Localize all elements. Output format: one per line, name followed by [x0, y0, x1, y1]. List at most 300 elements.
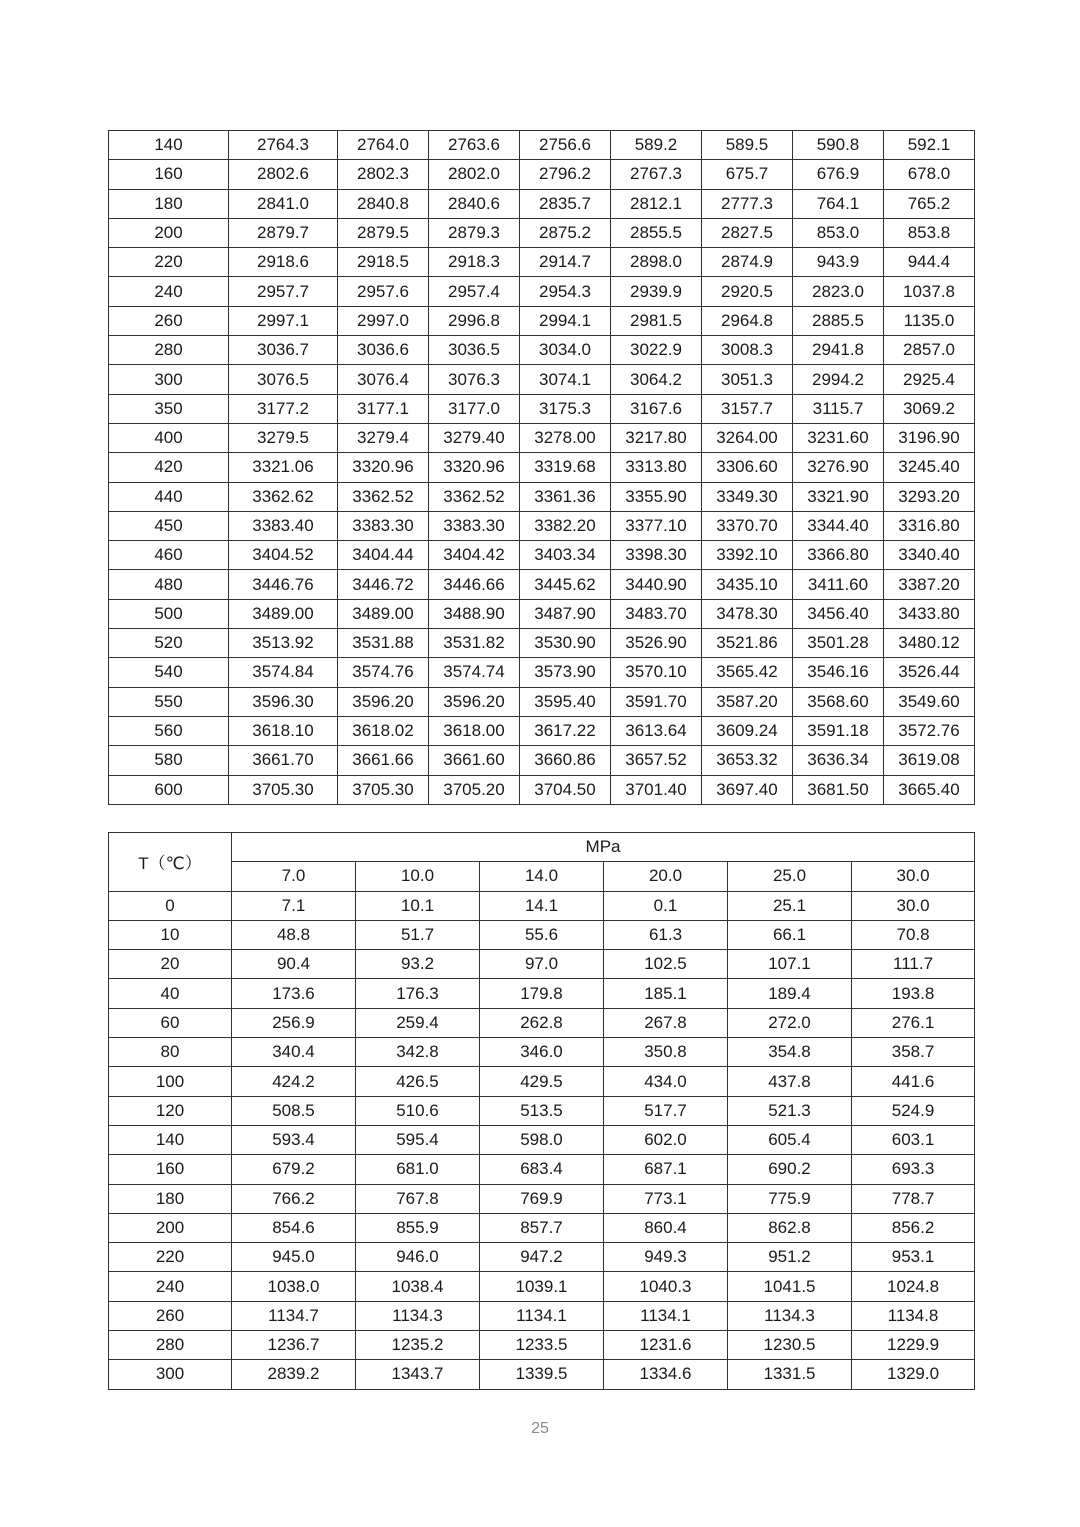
- table-row: [109, 1184, 975, 1213]
- value-cell: 1134.7: [232, 1301, 356, 1330]
- pressure-header: 7.0: [232, 862, 356, 891]
- table-row: [109, 1125, 975, 1154]
- value-cell: 3321.90: [793, 482, 884, 511]
- value-cell: 3377.10: [611, 511, 702, 540]
- table-row: [109, 423, 975, 452]
- value-cell: 2997.0: [338, 306, 429, 335]
- value-cell: 7.1: [232, 891, 356, 920]
- value-cell: 3177.0: [429, 394, 520, 423]
- value-cell: 854.6: [232, 1213, 356, 1242]
- value-cell: 2812.1: [611, 189, 702, 218]
- value-cell: 3276.90: [793, 453, 884, 482]
- value-cell: 3446.72: [338, 570, 429, 599]
- value-cell: 3704.50: [520, 775, 611, 804]
- value-cell: 681.0: [356, 1155, 480, 1184]
- temperature-cell: 240: [109, 277, 229, 306]
- value-cell: 3435.10: [702, 570, 793, 599]
- value-cell: 1038.0: [232, 1272, 356, 1301]
- value-cell: 3404.52: [229, 541, 338, 570]
- value-cell: 602.0: [604, 1125, 728, 1154]
- value-cell: 3446.76: [229, 570, 338, 599]
- table-row: [109, 570, 975, 599]
- value-cell: 3361.36: [520, 482, 611, 511]
- enthalpy-table-continued: [108, 130, 975, 805]
- value-cell: 3321.06: [229, 453, 338, 482]
- value-cell: 434.0: [604, 1067, 728, 1096]
- pressure-header: 14.0: [480, 862, 604, 891]
- value-cell: 605.4: [728, 1125, 852, 1154]
- value-cell: 3022.9: [611, 336, 702, 365]
- table-row: [109, 482, 975, 511]
- value-cell: 1134.3: [728, 1301, 852, 1330]
- table-row: [109, 1360, 975, 1389]
- value-cell: 3483.70: [611, 599, 702, 628]
- value-cell: 3279.40: [429, 423, 520, 452]
- temperature-cell: 480: [109, 570, 229, 599]
- value-cell: 943.9: [793, 248, 884, 277]
- temperature-cell: 450: [109, 511, 229, 540]
- temperature-cell: 200: [109, 1213, 232, 1242]
- value-cell: 1134.3: [356, 1301, 480, 1330]
- value-cell: 3546.16: [793, 658, 884, 687]
- value-cell: 857.7: [480, 1213, 604, 1242]
- value-cell: 766.2: [232, 1184, 356, 1213]
- value-cell: 3320.96: [429, 453, 520, 482]
- value-cell: 354.8: [728, 1038, 852, 1067]
- value-cell: 3705.30: [338, 775, 429, 804]
- value-cell: 3245.40: [884, 453, 975, 482]
- value-cell: 521.3: [728, 1096, 852, 1125]
- value-cell: 2957.4: [429, 277, 520, 306]
- value-cell: 3574.74: [429, 658, 520, 687]
- temperature-cell: 100: [109, 1067, 232, 1096]
- value-cell: 1235.2: [356, 1331, 480, 1360]
- value-cell: 3370.70: [702, 511, 793, 540]
- value-cell: 1134.1: [480, 1301, 604, 1330]
- value-cell: 3340.40: [884, 541, 975, 570]
- value-cell: 3411.60: [793, 570, 884, 599]
- value-cell: 3530.90: [520, 629, 611, 658]
- value-cell: 3398.30: [611, 541, 702, 570]
- table-row: [109, 218, 975, 247]
- header-row-pressures: [109, 862, 975, 891]
- value-cell: 3196.90: [884, 423, 975, 452]
- value-cell: 3362.52: [338, 482, 429, 511]
- value-cell: 176.3: [356, 979, 480, 1008]
- value-cell: 102.5: [604, 950, 728, 979]
- value-cell: 2777.3: [702, 189, 793, 218]
- value-cell: 3036.5: [429, 336, 520, 365]
- value-cell: 589.2: [611, 131, 702, 160]
- value-cell: 524.9: [852, 1096, 975, 1125]
- table-row: [109, 1331, 975, 1360]
- value-cell: 593.4: [232, 1125, 356, 1154]
- value-cell: 2920.5: [702, 277, 793, 306]
- value-cell: 3565.42: [702, 658, 793, 687]
- value-cell: 350.8: [604, 1038, 728, 1067]
- value-cell: 2981.5: [611, 306, 702, 335]
- value-cell: 3488.90: [429, 599, 520, 628]
- value-cell: 256.9: [232, 1008, 356, 1037]
- value-cell: 3480.12: [884, 629, 975, 658]
- table-row: [109, 277, 975, 306]
- value-cell: 2918.5: [338, 248, 429, 277]
- table-row: [109, 189, 975, 218]
- temperature-cell: 260: [109, 306, 229, 335]
- value-cell: 342.8: [356, 1038, 480, 1067]
- value-cell: 765.2: [884, 189, 975, 218]
- header-row-unit: [109, 833, 975, 862]
- value-cell: 437.8: [728, 1067, 852, 1096]
- table-row: [109, 1213, 975, 1242]
- value-cell: 2796.2: [520, 160, 611, 189]
- value-cell: 3231.60: [793, 423, 884, 452]
- value-cell: 767.8: [356, 1184, 480, 1213]
- value-cell: 693.3: [852, 1155, 975, 1184]
- value-cell: 945.0: [232, 1243, 356, 1272]
- value-cell: 3279.5: [229, 423, 338, 452]
- value-cell: 107.1: [728, 950, 852, 979]
- value-cell: 3051.3: [702, 365, 793, 394]
- value-cell: 3440.90: [611, 570, 702, 599]
- value-cell: 3403.34: [520, 541, 611, 570]
- value-cell: 2840.8: [338, 189, 429, 218]
- value-cell: 3383.30: [429, 511, 520, 540]
- value-cell: 3591.18: [793, 716, 884, 745]
- value-cell: 3445.62: [520, 570, 611, 599]
- value-cell: 3705.30: [229, 775, 338, 804]
- temperature-cell: 300: [109, 1360, 232, 1389]
- value-cell: 3570.10: [611, 658, 702, 687]
- table-row: [109, 775, 975, 804]
- value-cell: 3596.20: [429, 687, 520, 716]
- value-cell: 1040.3: [604, 1272, 728, 1301]
- value-cell: 1343.7: [356, 1360, 480, 1389]
- value-cell: 3489.00: [229, 599, 338, 628]
- value-cell: 508.5: [232, 1096, 356, 1125]
- value-cell: 3595.40: [520, 687, 611, 716]
- table-row: [109, 511, 975, 540]
- value-cell: 2994.1: [520, 306, 611, 335]
- temperature-cell: 80: [109, 1038, 232, 1067]
- value-cell: 3177.2: [229, 394, 338, 423]
- value-cell: 193.8: [852, 979, 975, 1008]
- value-cell: 3036.7: [229, 336, 338, 365]
- value-cell: 111.7: [852, 950, 975, 979]
- value-cell: 3115.7: [793, 394, 884, 423]
- value-cell: 426.5: [356, 1067, 480, 1096]
- value-cell: 2823.0: [793, 277, 884, 306]
- value-cell: 2756.6: [520, 131, 611, 160]
- value-cell: 3217.80: [611, 423, 702, 452]
- value-cell: 2939.9: [611, 277, 702, 306]
- value-cell: 1329.0: [852, 1360, 975, 1389]
- value-cell: 3382.20: [520, 511, 611, 540]
- value-cell: 3661.66: [338, 746, 429, 775]
- value-cell: 3446.66: [429, 570, 520, 599]
- value-cell: 1134.8: [852, 1301, 975, 1330]
- table-row: [109, 629, 975, 658]
- temperature-cell: 120: [109, 1096, 232, 1125]
- table-row: [109, 541, 975, 570]
- value-cell: 3665.40: [884, 775, 975, 804]
- value-cell: 3349.30: [702, 482, 793, 511]
- value-cell: 679.2: [232, 1155, 356, 1184]
- value-cell: 775.9: [728, 1184, 852, 1213]
- pressure-header: 25.0: [728, 862, 852, 891]
- temperature-cell: 220: [109, 248, 229, 277]
- value-cell: 3618.02: [338, 716, 429, 745]
- temperature-cell: 20: [109, 950, 232, 979]
- temperature-header: T（℃）: [109, 833, 232, 892]
- value-cell: 55.6: [480, 920, 604, 949]
- page-number: 25: [531, 1420, 549, 1437]
- temperature-cell: 160: [109, 1155, 232, 1184]
- value-cell: 1233.5: [480, 1331, 604, 1360]
- value-cell: 90.4: [232, 950, 356, 979]
- value-cell: 2802.0: [429, 160, 520, 189]
- value-cell: 2875.2: [520, 218, 611, 247]
- value-cell: 346.0: [480, 1038, 604, 1067]
- temperature-cell: 350: [109, 394, 229, 423]
- value-cell: 517.7: [604, 1096, 728, 1125]
- table-row: [109, 979, 975, 1008]
- table-row: [109, 394, 975, 423]
- value-cell: 3316.80: [884, 511, 975, 540]
- value-cell: 949.3: [604, 1243, 728, 1272]
- value-cell: 513.5: [480, 1096, 604, 1125]
- value-cell: 3549.60: [884, 687, 975, 716]
- value-cell: 3313.80: [611, 453, 702, 482]
- table-row: [109, 920, 975, 949]
- value-cell: 70.8: [852, 920, 975, 949]
- table-row: [109, 1155, 975, 1184]
- value-cell: 3404.42: [429, 541, 520, 570]
- table-row: [109, 306, 975, 335]
- value-cell: 2918.3: [429, 248, 520, 277]
- value-cell: 93.2: [356, 950, 480, 979]
- value-cell: 953.1: [852, 1243, 975, 1272]
- table-row: [109, 160, 975, 189]
- value-cell: 3574.76: [338, 658, 429, 687]
- value-cell: 3653.32: [702, 746, 793, 775]
- value-cell: 3572.76: [884, 716, 975, 745]
- value-cell: 2767.3: [611, 160, 702, 189]
- value-cell: 1339.5: [480, 1360, 604, 1389]
- value-cell: 0.1: [604, 891, 728, 920]
- value-cell: 3293.20: [884, 482, 975, 511]
- value-cell: 951.2: [728, 1243, 852, 1272]
- value-cell: 3618.00: [429, 716, 520, 745]
- value-cell: 678.0: [884, 160, 975, 189]
- table-row: [109, 1067, 975, 1096]
- table-row: [109, 746, 975, 775]
- value-cell: 2827.5: [702, 218, 793, 247]
- temperature-cell: 300: [109, 365, 229, 394]
- value-cell: 189.4: [728, 979, 852, 1008]
- temperature-cell: 140: [109, 131, 229, 160]
- value-cell: 3489.00: [338, 599, 429, 628]
- value-cell: 340.4: [232, 1038, 356, 1067]
- value-cell: 3697.40: [702, 775, 793, 804]
- pressure-header: 10.0: [356, 862, 480, 891]
- value-cell: 590.8: [793, 131, 884, 160]
- temperature-cell: 240: [109, 1272, 232, 1301]
- value-cell: 3609.24: [702, 716, 793, 745]
- value-cell: 3319.68: [520, 453, 611, 482]
- temperature-cell: 260: [109, 1301, 232, 1330]
- value-cell: 603.1: [852, 1125, 975, 1154]
- table-row: [109, 658, 975, 687]
- value-cell: 1041.5: [728, 1272, 852, 1301]
- value-cell: 25.1: [728, 891, 852, 920]
- value-cell: 3657.52: [611, 746, 702, 775]
- value-cell: 2841.0: [229, 189, 338, 218]
- temperature-cell: 600: [109, 775, 229, 804]
- value-cell: 862.8: [728, 1213, 852, 1242]
- value-cell: 764.1: [793, 189, 884, 218]
- value-cell: 598.0: [480, 1125, 604, 1154]
- value-cell: 3387.20: [884, 570, 975, 599]
- value-cell: 3076.5: [229, 365, 338, 394]
- value-cell: 676.9: [793, 160, 884, 189]
- value-cell: 1331.5: [728, 1360, 852, 1389]
- value-cell: 946.0: [356, 1243, 480, 1272]
- value-cell: 589.5: [702, 131, 793, 160]
- table-row: [109, 1038, 975, 1067]
- value-cell: 3661.60: [429, 746, 520, 775]
- value-cell: 3596.30: [229, 687, 338, 716]
- value-cell: 3705.20: [429, 775, 520, 804]
- value-cell: 97.0: [480, 950, 604, 979]
- value-cell: 3433.80: [884, 599, 975, 628]
- value-cell: 1229.9: [852, 1331, 975, 1360]
- table-row: [109, 248, 975, 277]
- value-cell: 856.2: [852, 1213, 975, 1242]
- value-cell: 3392.10: [702, 541, 793, 570]
- value-cell: 3157.7: [702, 394, 793, 423]
- value-cell: 3526.44: [884, 658, 975, 687]
- temperature-cell: 0: [109, 891, 232, 920]
- temperature-cell: 60: [109, 1008, 232, 1037]
- value-cell: 358.7: [852, 1038, 975, 1067]
- value-cell: 2996.8: [429, 306, 520, 335]
- value-cell: 3591.70: [611, 687, 702, 716]
- value-cell: 3279.4: [338, 423, 429, 452]
- value-cell: 3278.00: [520, 423, 611, 452]
- value-cell: 3531.82: [429, 629, 520, 658]
- value-cell: 3617.22: [520, 716, 611, 745]
- value-cell: 3661.70: [229, 746, 338, 775]
- temperature-cell: 400: [109, 423, 229, 452]
- value-cell: 2879.5: [338, 218, 429, 247]
- temperature-cell: 500: [109, 599, 229, 628]
- value-cell: 853.0: [793, 218, 884, 247]
- value-cell: 3383.30: [338, 511, 429, 540]
- value-cell: 3008.3: [702, 336, 793, 365]
- pressure-header: 30.0: [852, 862, 975, 891]
- value-cell: 3487.90: [520, 599, 611, 628]
- value-cell: 3404.44: [338, 541, 429, 570]
- value-cell: 1024.8: [852, 1272, 975, 1301]
- table-row: [109, 1008, 975, 1037]
- value-cell: 2918.6: [229, 248, 338, 277]
- temperature-cell: 280: [109, 336, 229, 365]
- value-cell: 61.3: [604, 920, 728, 949]
- value-cell: 3660.86: [520, 746, 611, 775]
- value-cell: 3521.86: [702, 629, 793, 658]
- temperature-cell: 10: [109, 920, 232, 949]
- value-cell: 48.8: [232, 920, 356, 949]
- value-cell: 2994.2: [793, 365, 884, 394]
- value-cell: 262.8: [480, 1008, 604, 1037]
- value-cell: 3264.00: [702, 423, 793, 452]
- temperature-cell: 200: [109, 218, 229, 247]
- pressure-unit-header: MPa: [232, 833, 975, 862]
- value-cell: 30.0: [852, 891, 975, 920]
- table-row: [109, 1301, 975, 1330]
- value-cell: 2802.3: [338, 160, 429, 189]
- value-cell: 3636.34: [793, 746, 884, 775]
- value-cell: 1334.6: [604, 1360, 728, 1389]
- value-cell: 3568.60: [793, 687, 884, 716]
- temperature-cell: 420: [109, 453, 229, 482]
- table-row: [109, 1096, 975, 1125]
- value-cell: 2840.6: [429, 189, 520, 218]
- value-cell: 769.9: [480, 1184, 604, 1213]
- value-cell: 1236.7: [232, 1331, 356, 1360]
- value-cell: 510.6: [356, 1096, 480, 1125]
- value-cell: 3034.0: [520, 336, 611, 365]
- value-cell: 2914.7: [520, 248, 611, 277]
- value-cell: 2957.7: [229, 277, 338, 306]
- value-cell: 2954.3: [520, 277, 611, 306]
- value-cell: 3681.50: [793, 775, 884, 804]
- value-cell: 690.2: [728, 1155, 852, 1184]
- value-cell: 179.8: [480, 979, 604, 1008]
- value-cell: 2802.6: [229, 160, 338, 189]
- value-cell: 778.7: [852, 1184, 975, 1213]
- value-cell: 595.4: [356, 1125, 480, 1154]
- value-cell: 267.8: [604, 1008, 728, 1037]
- value-cell: 853.8: [884, 218, 975, 247]
- value-cell: 2997.1: [229, 306, 338, 335]
- value-cell: 2879.7: [229, 218, 338, 247]
- temperature-cell: 160: [109, 160, 229, 189]
- value-cell: 2941.8: [793, 336, 884, 365]
- value-cell: 2964.8: [702, 306, 793, 335]
- value-cell: 3069.2: [884, 394, 975, 423]
- value-cell: 3366.80: [793, 541, 884, 570]
- value-cell: 3619.08: [884, 746, 975, 775]
- temperature-cell: 560: [109, 716, 229, 745]
- value-cell: 66.1: [728, 920, 852, 949]
- value-cell: 773.1: [604, 1184, 728, 1213]
- value-cell: 3362.62: [229, 482, 338, 511]
- value-cell: 3177.1: [338, 394, 429, 423]
- table-row: [109, 1243, 975, 1272]
- table-row: [109, 131, 975, 160]
- value-cell: 3064.2: [611, 365, 702, 394]
- temperature-cell: 460: [109, 541, 229, 570]
- value-cell: 1037.8: [884, 277, 975, 306]
- value-cell: 855.9: [356, 1213, 480, 1242]
- value-cell: 2764.0: [338, 131, 429, 160]
- value-cell: 3036.6: [338, 336, 429, 365]
- temperature-cell: 280: [109, 1331, 232, 1360]
- value-cell: 3478.30: [702, 599, 793, 628]
- value-cell: 3167.6: [611, 394, 702, 423]
